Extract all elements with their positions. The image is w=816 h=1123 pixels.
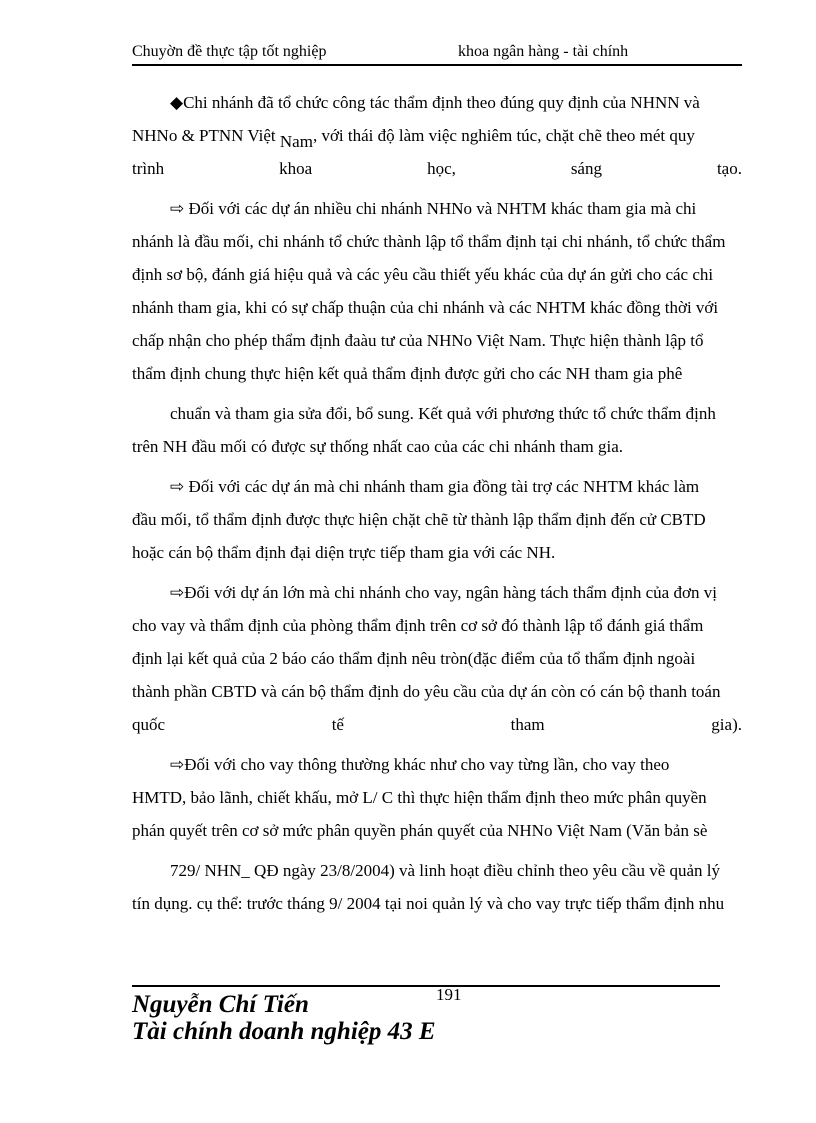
word: khoa	[279, 159, 313, 178]
word: gia).	[711, 715, 742, 734]
page-number: 191	[436, 985, 462, 1004]
paragraph-2	[132, 192, 742, 463]
text-line: tín dụng. cụ thể: trước tháng 9/ 2004 tại noi quản lý và cho vay trực tiếp thẩm định nhu	[132, 894, 725, 913]
page-header	[132, 40, 742, 66]
text-line: hoặc cán bộ thẩm định đại diện trực tiếp tham gia với các NH.	[132, 543, 556, 562]
text-line: HMTD, bảo lãnh, chiết khấu, mở L/ C thì thực hiện thẩm định theo mức phân quyền	[132, 788, 707, 807]
text-line: ◆Chi nhánh đã tổ chức công tác thẩm định theo đúng quy định của NHNN và	[170, 93, 700, 112]
document-body	[132, 86, 742, 920]
paragraph-5	[132, 748, 742, 920]
word: trình	[132, 159, 165, 178]
header-title-right: khoa ngân hàng - tài chính	[458, 43, 629, 60]
paragraph-4	[132, 576, 742, 741]
justified-line	[132, 708, 742, 741]
author-name: Nguyễn Chí Tiến	[132, 991, 309, 1018]
text-line: nhánh tham gia, khi có sự chấp thuận của chi nhánh và các NHTM khác đồng thời với	[132, 298, 719, 317]
text-line: đầu mối, tổ thẩm định được thực hiện chặt chẽ từ thành lập thẩm định đến cử CBTD	[132, 510, 706, 529]
word: tham	[510, 715, 545, 734]
text-line: định sơ bộ, đánh giá hiệu quả và các yêu cầu thiết yếu khác của dự án gửi cho các chi	[132, 265, 714, 284]
word: tạo.	[716, 159, 742, 178]
text-line: ⇨ Đối với các dự án mà chi nhánh tham gia đồng tài trợ các NHTM khác làm	[170, 477, 700, 496]
text-line: ⇨ Đối với các dự án nhiều chi nhánh NHNo và NHTM khác tham gia mà chi	[170, 199, 697, 218]
text-line: cho vay và thẩm định của phòng thẩm định trên cơ sở đó thành lập tổ đánh giá thẩm	[132, 616, 704, 635]
word: tế	[331, 715, 344, 734]
text-line: chấp nhận cho phép thẩm định đaàu tư của NHNo Việt Nam. Thực hiện thành lập tổ	[132, 331, 704, 350]
text-line: ⇨Đối với dự án lớn mà chi nhánh cho vay, ngân hàng tách thẩm định của đơn vị	[170, 583, 717, 602]
text-span: NHNo & PTNN Việt	[132, 126, 280, 145]
paragraph-1	[132, 86, 742, 185]
text-line: định lại kết quả của 2 báo cáo thẩm định nêu tròn(đặc điểm của tổ thẩm định ngoài	[132, 649, 696, 668]
text-line: thẩm định chung thực hiện kết quả thẩm định được gửi cho các NH tham gia phê	[132, 364, 683, 383]
header-title-left: Chuyờn đề thực tập tốt nghiệp	[132, 43, 327, 60]
text-line: 729/ NHN_ QĐ ngày 23/8/2004) và linh hoạt điều chỉnh theo yêu cầu về quản lý	[170, 861, 721, 880]
word: học,	[427, 159, 456, 178]
word: quốc	[132, 715, 166, 734]
text-line: ⇨Đối với cho vay thông thường khác như cho vay từng lần, cho vay theo	[170, 755, 670, 774]
text-span: , với thái độ làm việc nghiêm túc, chặt chẽ theo mét quy	[312, 126, 695, 145]
text-line	[132, 119, 742, 152]
justified-line	[132, 152, 742, 185]
text-line: phán quyết trên cơ sở mức phân quyền phán quyết của NHNo Việt Nam (Văn bản sè	[132, 821, 708, 840]
word: sáng	[570, 159, 602, 178]
text-line: chuẩn và tham gia sửa đổi, bổ sung. Kết quả với phương thức tổ chức thẩm định	[170, 404, 716, 423]
footer-divider	[132, 985, 720, 987]
text-span-subscript: Nam	[279, 132, 313, 151]
text-line: nhánh là đầu mối, chi nhánh tổ chức thành lập tổ thẩm định tại chi nhánh, tổ chức thẩm	[132, 232, 726, 251]
text-line: trên NH đầu mối có được sự thống nhất cao của các chi nhánh tham gia.	[132, 437, 623, 456]
text-line: thành phần CBTD và cán bộ thẩm định do yêu cầu của dự án còn có cán bộ thanh toán	[132, 682, 721, 701]
paragraph-3	[132, 470, 742, 569]
author-department: Tài chính doanh nghiệp 43 E	[132, 1018, 436, 1045]
